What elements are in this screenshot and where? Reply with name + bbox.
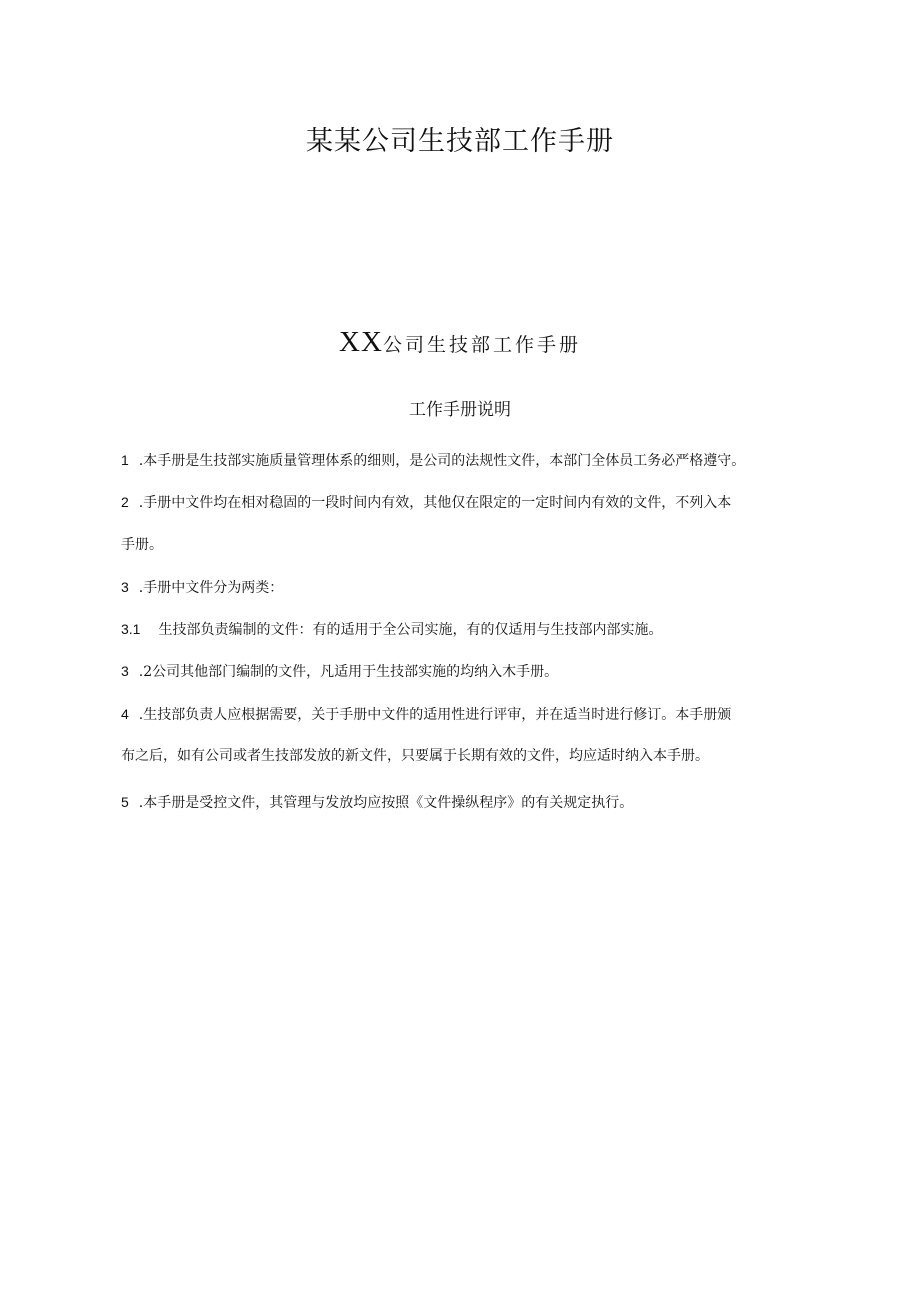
- item-text: .本手册是受控文件，其管理与发放均应按照《文件操纵程序》的有关规定执行。: [138, 795, 634, 811]
- subtitle-prefix: XX: [339, 326, 383, 358]
- item-number: 4: [121, 706, 129, 722]
- item-text: 生技部负责编制的文件：有的适用于全公司实施，有的仅适用与生技部内部实施。: [158, 622, 663, 638]
- paragraph-5: [121, 792, 821, 813]
- item-number: 3: [121, 663, 129, 679]
- paragraph-4: [121, 704, 821, 725]
- paragraph-3: [121, 577, 821, 598]
- item-number: 1: [121, 452, 129, 468]
- paragraph-2-continuation: [121, 535, 821, 555]
- item-text: .手册中文件分为两类：: [138, 580, 284, 596]
- paragraph-2: [121, 492, 821, 513]
- paragraph-1: [121, 450, 821, 471]
- subtitle-rest: 公司生技部工作手册: [382, 334, 581, 356]
- paragraph-3-1: [121, 619, 821, 640]
- item-text: 手册。: [121, 537, 163, 553]
- item-number: 5: [121, 794, 129, 810]
- item-text: .本手册是生技部实施质量管理体系的细则，是公司的法规性文件，本部门全体员工务必严格遵守。: [138, 453, 746, 469]
- paragraph-4-continuation: [121, 746, 821, 766]
- paragraph-3-2: [121, 661, 821, 682]
- item-text: .2公司其他部门编制的文件，凡适用于生技部实施的均纳入木手册。: [138, 664, 559, 680]
- item-number: 3.1: [121, 621, 141, 637]
- document-subtitle: [0, 322, 920, 365]
- item-number: 3: [121, 579, 129, 595]
- item-text: .生技部负责人应根据需要，关于手册中文件的适用性进行评审，并在适当时进行修订。本手册颁: [138, 707, 732, 723]
- item-number: 2: [121, 494, 129, 510]
- section-heading: 工作手册说明: [409, 400, 511, 420]
- page-title: 某某公司生技部工作手册: [306, 126, 614, 157]
- item-text: .手册中文件均在相对稳固的一段时间内有效，其他仅在限定的一定时间内有效的文件，不列入本: [138, 495, 732, 511]
- item-text: 布之后，如有公司或者生技部发放的新文件，只要属于长期有效的文件，均应适时纳入本手册。: [121, 748, 709, 764]
